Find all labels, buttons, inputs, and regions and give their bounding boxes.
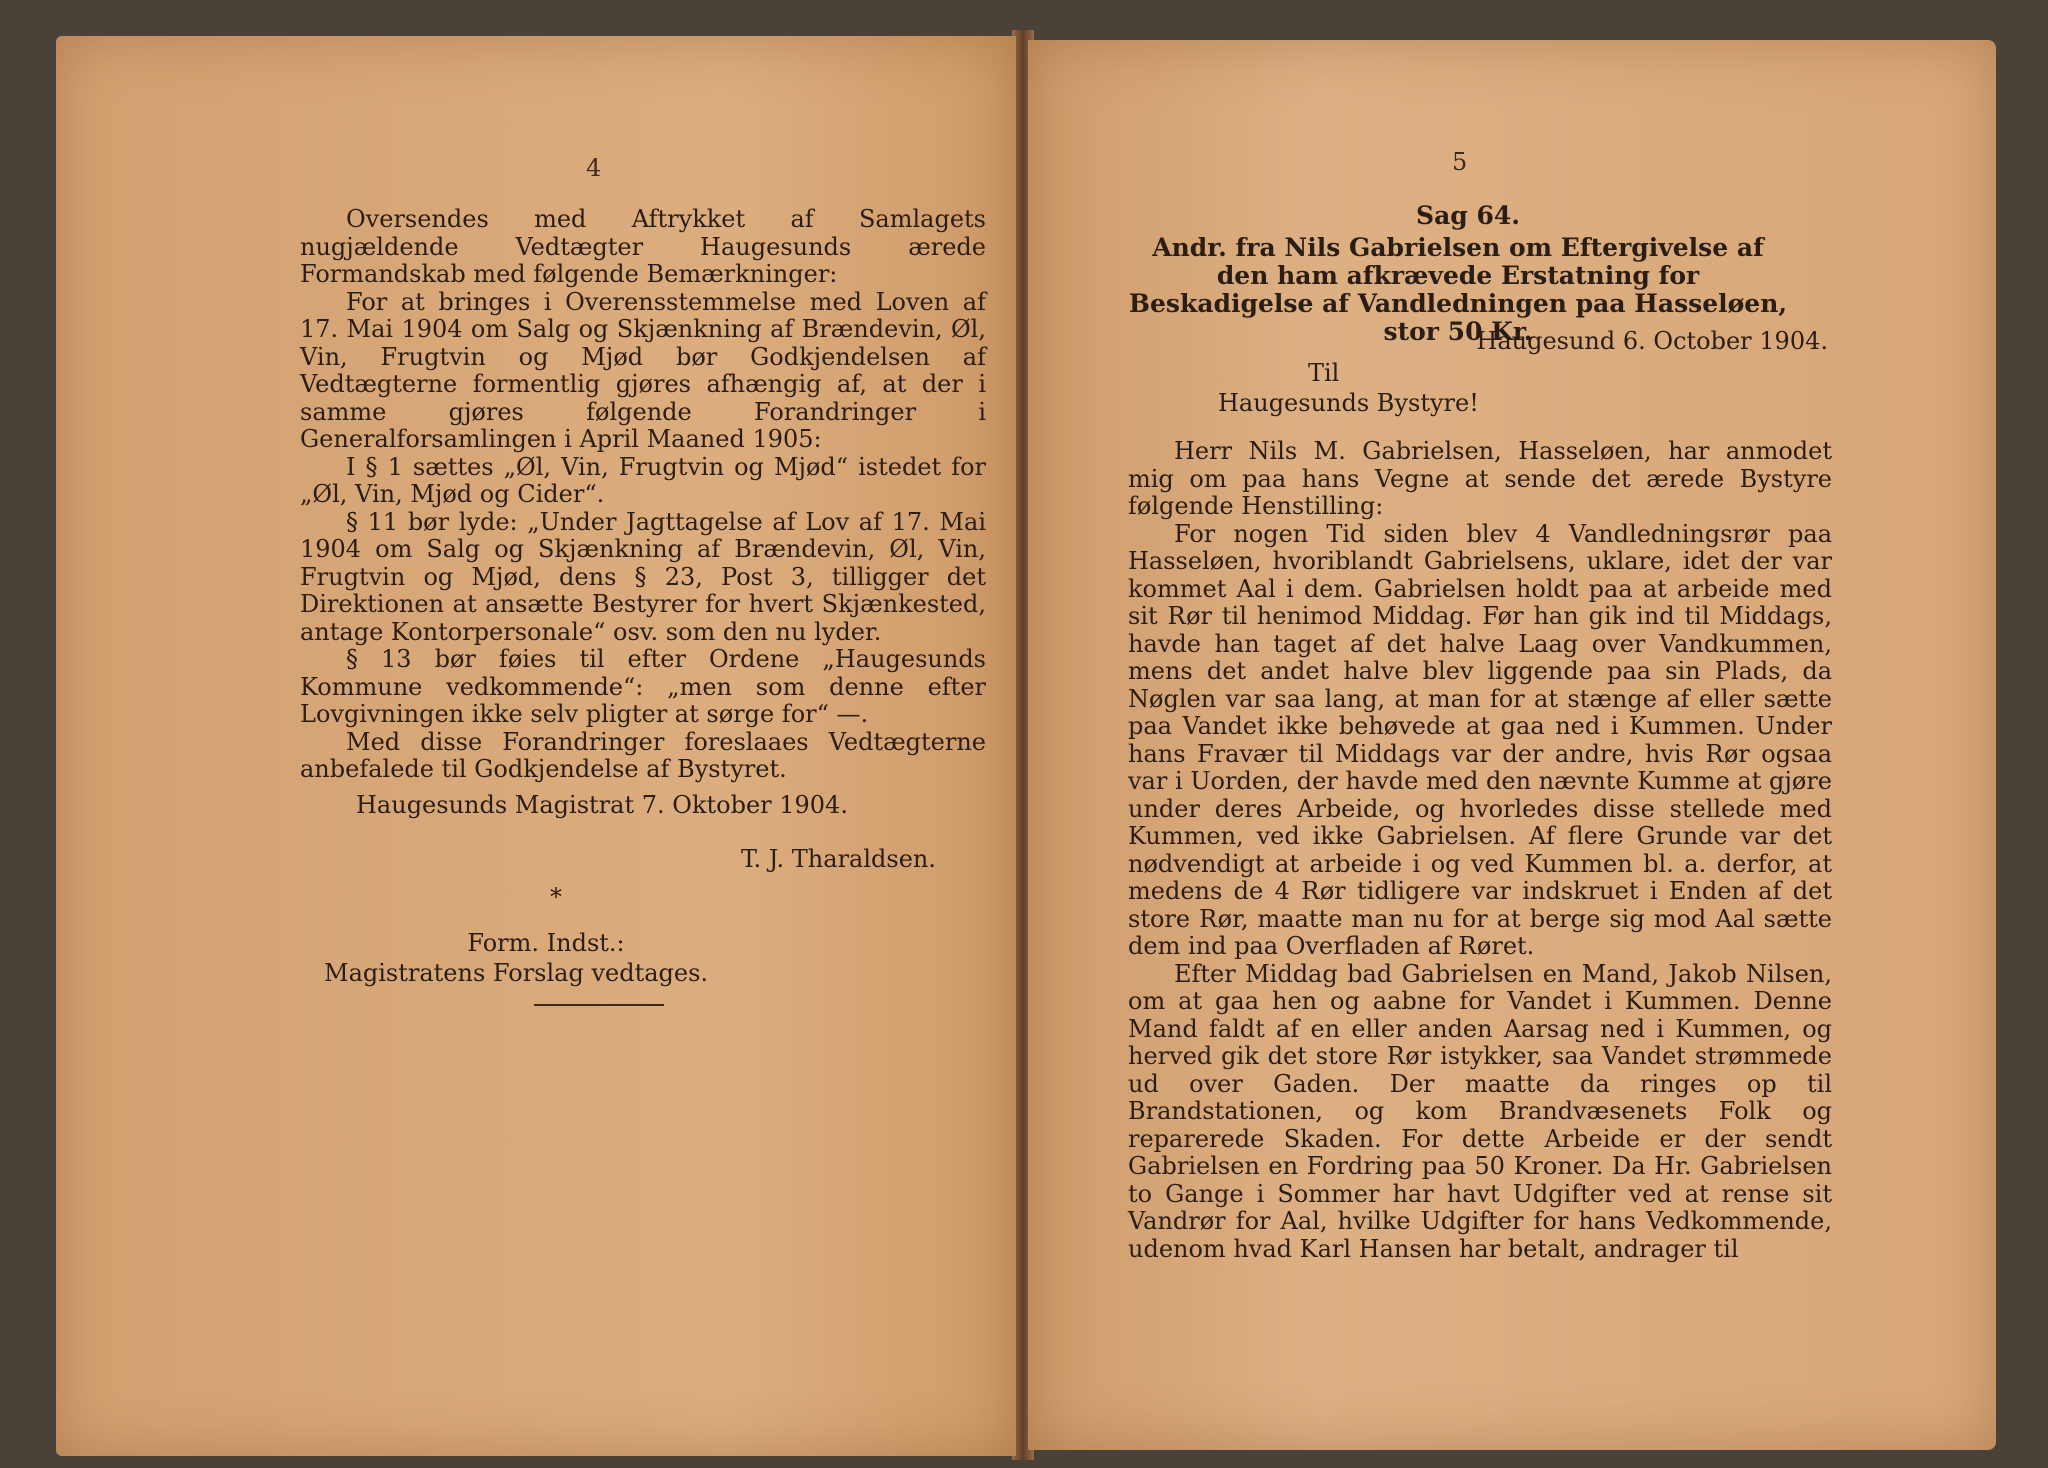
left-body — [300, 206, 986, 784]
paragraph: For at bringes i Overensstemmelse med Loven af 17. Mai 1904 om Salg og Skjænkning af Brændevin, Øl, Vin, Frugtvin og Mjød bør Godkjendelsen af Vedtægterne formentlig gjøres afhængig af, at der i samme gjøres følgende Forandringer i Generalforsamlingen i April Maaned 1905: — [300, 287, 986, 453]
separator: * — [550, 883, 562, 911]
paragraph: § 11 bør lyde: „Under Jagttagelse af Lov af 17. Mai 1904 om Salg og Skjænkning af Brændevin, Øl, Vin, Frugtvin og Mjød, dens § 23, Post 3, tilligger det Direktionen at ansætte Bestyrer for hvert Skjænkested, antage Kontorpersonale“ osv. som den nu lyder. — [300, 507, 986, 646]
case-heading: Andr. fra Nils Gabrielsen om Eftergivelse af den ham afkrævede Erstatning for Beskadigelse af Vandledningen paa Hasseløen, stor 50 Kr. — [1128, 233, 1788, 346]
paragraph: Med disse Forandringer foreslaaes Vedtægterne anbefalede til Godkjendelse af Bystyret. — [300, 727, 986, 783]
right-body — [1128, 438, 1832, 1263]
closing-rule — [534, 1004, 664, 1006]
signature: T. J. Tharaldsen. — [741, 845, 936, 873]
date-line: Haugesunds Magistrat 7. Oktober 1904. — [356, 791, 848, 819]
page-number: 4 — [586, 154, 602, 182]
paragraph: Herr Nils M. Gabrielsen, Hasseløen, har anmodet mig om paa hans Vegne at sende det ærede Bystyre følgende Henstilling: — [1128, 437, 1832, 520]
committee-text: Magistratens Forslag vedtages. — [324, 959, 709, 987]
page-number: 5 — [1452, 148, 1468, 176]
salutation-council: Haugesunds Bystyre! — [1218, 389, 1479, 417]
salutation-to: Til — [1308, 359, 1340, 387]
case-title: Sag 64. — [1416, 201, 1520, 230]
left-page — [56, 36, 1016, 1456]
paragraph: Efter Middag bad Gabrielsen en Mand, Jakob Nilsen, om at gaa hen og aabne for Vandet i Kummen. Denne Mand faldt af en eller anden Aarsag ned i Kummen, og herved gik det store Rør istykker, saa Vandet strømmede ud over Gaden. Der maatte da ringes op til Brandstationen, og kom Brandvæsenets Folk og reparerede Skaden. For dette Arbeide er der sendt Gabrielsen en Fordring paa 50 Kroner. Da Hr. Gabrielsen to Gange i Sommer har havt Udgifter ved at rense sit Vandrør for Aal, hvilke Udgifter for hans Vedkommende, udenom hvad Karl Hansen har betalt, andrager til — [1128, 959, 1832, 1263]
paragraph: Oversendes med Aftrykket af Samlagets nugjældende Vedtægter Haugesunds ærede Formandskab med følgende Bemærkninger: — [300, 205, 986, 288]
date-line: Haugesund 6. October 1904. — [1476, 327, 1828, 355]
paragraph: For nogen Tid siden blev 4 Vandledningsrør paa Hasseløen, hvoriblandt Gabrielsens, uklare, idet der var kommet Aal i dem. Gabrielsen holdt paa at arbeide med sit Rør til henimod Middag. Før han gik ind til Middags, havde han taget af det halve Laag over Vandkummen, mens det andet halve blev liggende paa sin Plads, da Nøglen var saa lang, at man for at stænge af eller sætte paa Vandet ikke behøvede at gaa ned i Kummen. Under hans Fravær til Middags var der andre, hvis Rør ogsaa var i Uorden, der havde med den nævnte Kumme at gjøre under deres Arbeide, og hvorledes disse stellede med Kummen, ved ikke Gabrielsen. Af flere Grunde var det nødvendigt at arbeide i og ved Kummen bl. a. derfor, at medens de 4 Rør tidligere var indskruet i Enden af det store Rør, maatte man nu for at berge sig mod Aal sætte dem ind paa Overfladen af Røret. — [1128, 519, 1832, 960]
paragraph: I § 1 sættes „Øl, Vin, Frugtvin og Mjød“ istedet for „Øl, Vin, Mjød og Cider“. — [300, 452, 986, 508]
committee-label: Form. Indst.: — [467, 929, 625, 957]
right-page — [1028, 40, 1996, 1450]
paragraph: § 13 bør føies til efter Ordene „Haugesunds Kommune vedkommende“: „men som denne efter Lovgivningen ikke selv pligter at sørge for“ —. — [300, 645, 986, 728]
